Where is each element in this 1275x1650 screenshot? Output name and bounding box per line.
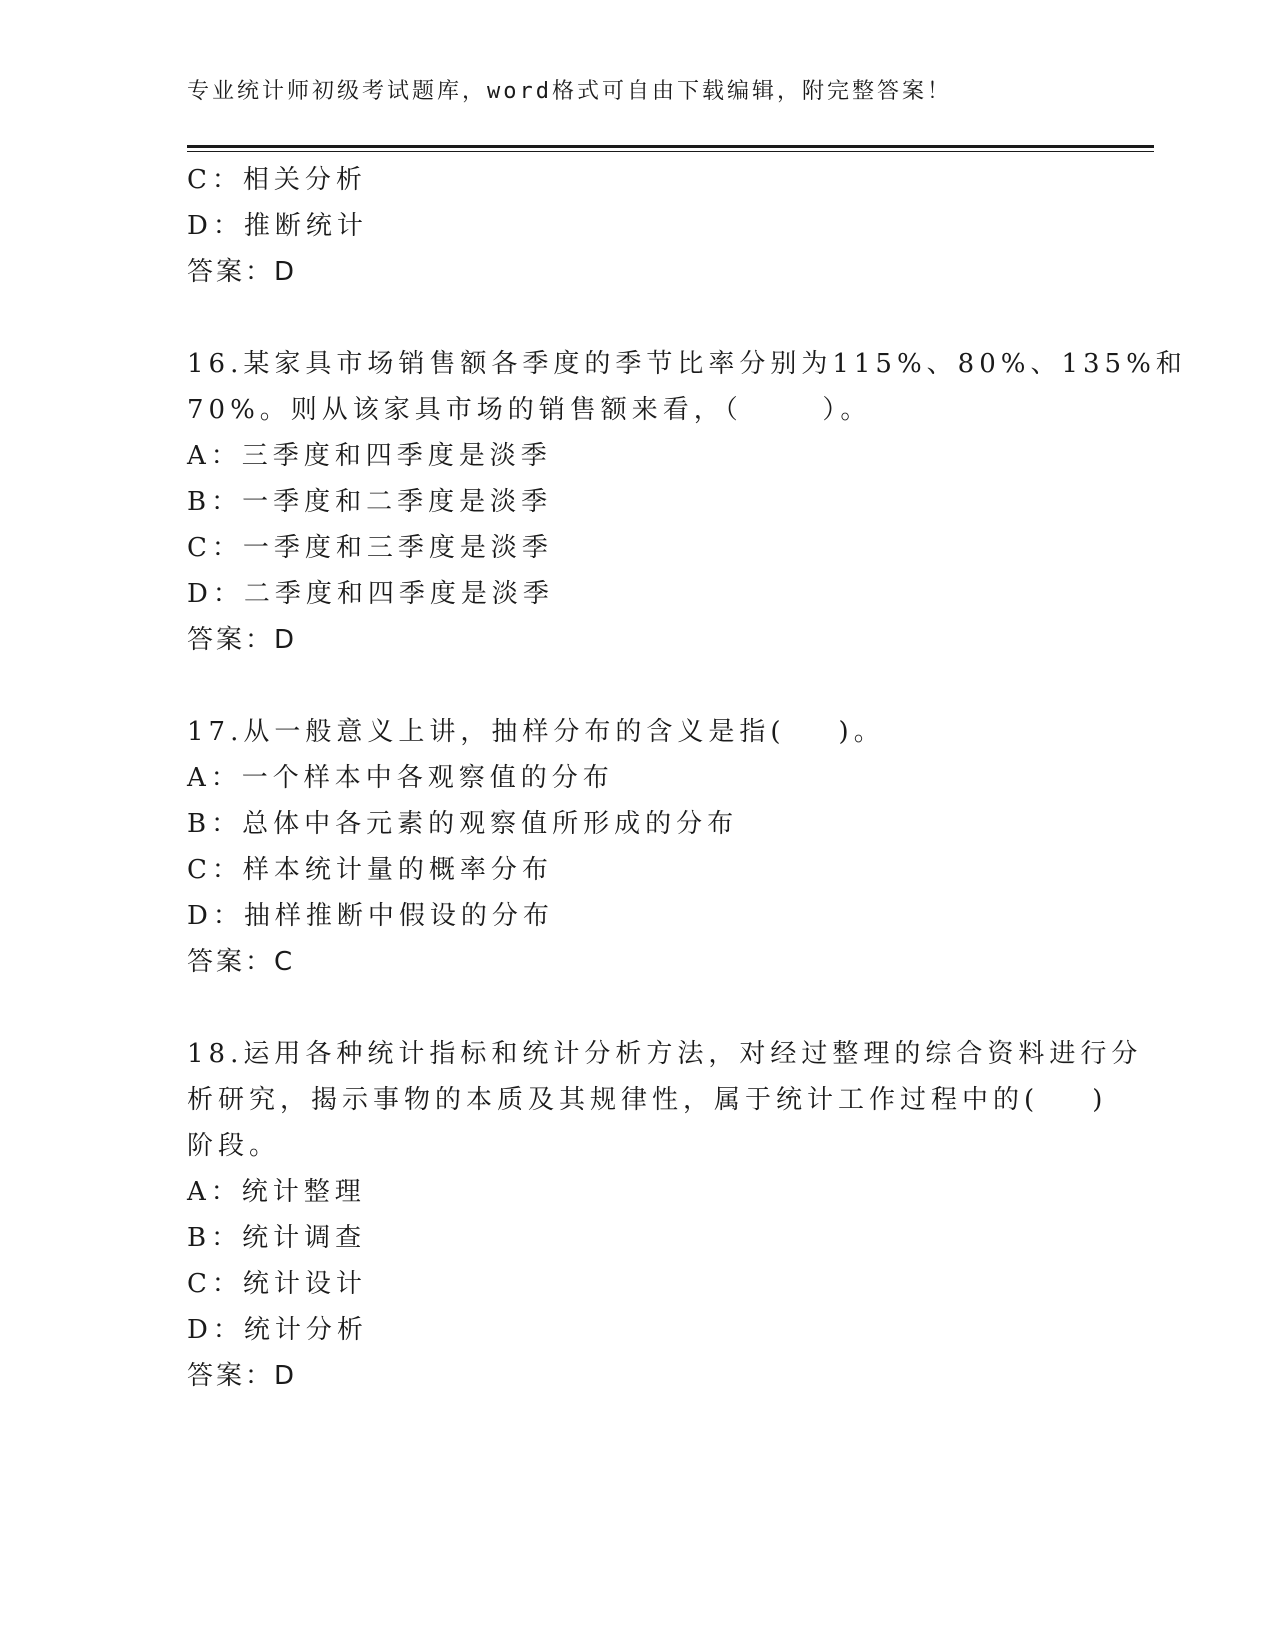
answer: 答案：D — [187, 625, 298, 655]
answer: 答案：D — [187, 1361, 298, 1391]
page-header: 专业统计师初级考试题库，word格式可自由下载编辑，附完整答案！ — [187, 79, 952, 104]
question-text: 16.某家具市场销售额各季度的季节比率分别为115%、80%、135%和 — [187, 349, 1187, 379]
answer: 答案：C — [187, 947, 296, 977]
question-text: 阶段。 — [187, 1131, 281, 1161]
option-a: A：三季度和四季度是淡季 — [187, 441, 552, 471]
question-text: 17.从一般意义上讲，抽样分布的含义是指( )。 — [187, 717, 885, 747]
option-d: D：推断统计 — [187, 211, 368, 241]
option-c: C：相关分析 — [187, 165, 367, 195]
option-c: C：样本统计量的概率分布 — [187, 855, 553, 885]
question-18 — [187, 1031, 1143, 1399]
question-text: 析研究，揭示事物的本质及其规律性，属于统计工作过程中的( ) — [187, 1085, 1108, 1115]
option-d: D：二季度和四季度是淡季 — [187, 579, 554, 609]
option-c: C：一季度和三季度是淡季 — [187, 533, 553, 563]
option-b: B：总体中各元素的观察值所形成的分布 — [187, 809, 739, 839]
question-17 — [187, 709, 1087, 985]
option-c: C：统计设计 — [187, 1269, 367, 1299]
answer: 答案：D — [187, 257, 298, 287]
option-d: D：抽样推断中假设的分布 — [187, 901, 554, 931]
question-text: 18.运用各种统计指标和统计分析方法，对经过整理的综合资料进行分 — [187, 1039, 1143, 1069]
header-rule-thin — [187, 151, 1154, 152]
option-b: B：统计调查 — [187, 1223, 367, 1253]
question-16 — [187, 341, 1187, 663]
option-d: D：统计分析 — [187, 1315, 368, 1345]
question-text: 70%。则从该家具市场的销售额来看，（ ）。 — [187, 395, 872, 425]
question-content — [187, 157, 1187, 1399]
option-a: A：统计整理 — [187, 1177, 366, 1207]
question-15 — [187, 157, 1087, 295]
option-a: A：一个样本中各观察值的分布 — [187, 763, 614, 793]
header-rule-thick — [187, 145, 1154, 148]
option-b: B：一季度和二季度是淡季 — [187, 487, 553, 517]
